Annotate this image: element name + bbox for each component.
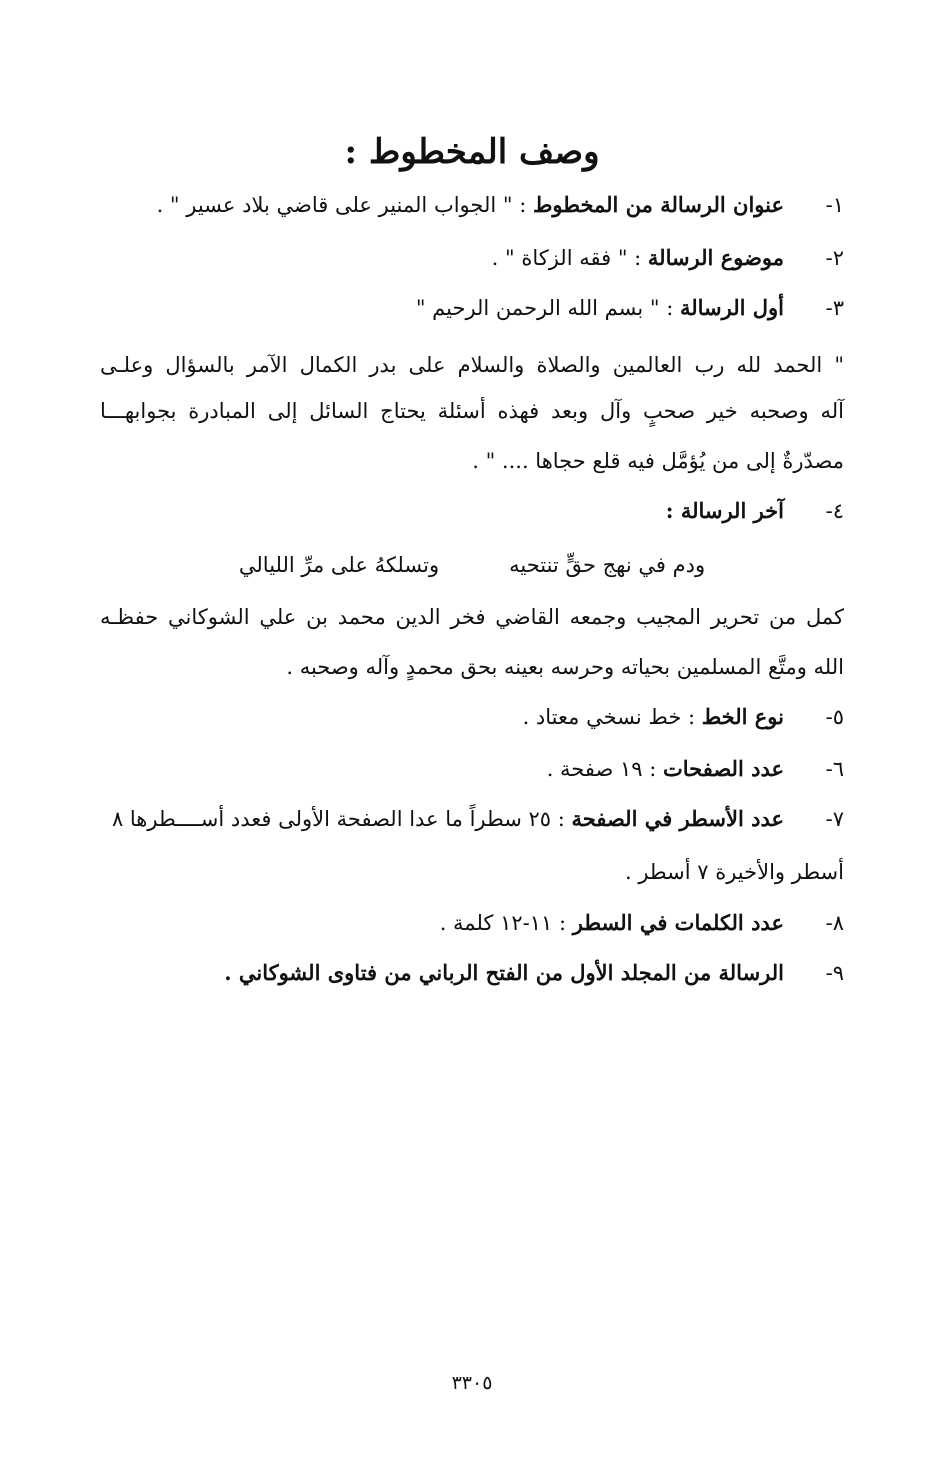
closing-text-line-2: الله ومتَّع المسلمين بحياته وحرسه بعينه بحق محمدٍ وآله وصحبه . bbox=[286, 655, 844, 679]
opening-text-line-3: مصدّرةٌ إلى من يُؤمَّل فيه قلع حجاها .... " . bbox=[472, 449, 844, 473]
list-item-script-type bbox=[100, 702, 844, 732]
item-text: : ١٩ صفحة . bbox=[546, 757, 663, 781]
item-text: : " بسم الله الرحمن الرحيم " bbox=[415, 296, 680, 320]
item-label: نوع الخط bbox=[701, 704, 784, 729]
item-label: الرسالة من المجلد الأول من الفتح الرباني من فتاوى الشوكاني . bbox=[224, 960, 784, 985]
list-item-title-of-treatise bbox=[100, 190, 844, 220]
list-item-beginning bbox=[100, 293, 844, 323]
item-number: ٥- bbox=[825, 705, 844, 729]
item-label: عنوان الرسالة من المخطوط bbox=[532, 192, 784, 217]
item-number: ٢- bbox=[825, 246, 844, 270]
item-number: ٣- bbox=[825, 296, 844, 320]
lines-per-page-continuation: أسطر والأخيرة ٧ أسطر . bbox=[624, 860, 844, 884]
item-label: آخر الرسالة : bbox=[665, 498, 784, 523]
item-text: : خط نسخي معتاد . bbox=[522, 705, 702, 729]
verse-first-hemistich: ودم في نهج حقٍّ تنتحيه bbox=[509, 553, 706, 577]
item-text: : ٢٥ سطراً ما عدا الصفحة الأولى فعدد أســــطرها ٨ bbox=[111, 807, 572, 831]
item-text: : " فقه الزكاة " . bbox=[491, 246, 648, 270]
item-label: عدد الصفحات bbox=[662, 756, 784, 781]
page-title: وصف المخطوط : bbox=[344, 132, 600, 172]
item-label: عدد الكلمات في السطر bbox=[572, 910, 784, 935]
item-number: ٧- bbox=[825, 807, 844, 831]
opening-text-line-2: آله وصحبه خير صحبٍ وآل وبعد فهذه أسئلة يحتاج السائل إلى المبادرة بجوابهـــا bbox=[100, 399, 844, 423]
list-item-ending bbox=[100, 496, 844, 526]
item-label: أول الرسالة bbox=[679, 295, 784, 320]
list-item-words-per-line bbox=[100, 908, 844, 938]
list-item-page-count bbox=[100, 754, 844, 784]
page-number: ٣٣٠٥ bbox=[451, 1372, 493, 1394]
verse-second-hemistich: وتسلكهُ على مرِّ الليالي bbox=[238, 553, 440, 577]
item-text: : " الجواب المنير على قاضي بلاد عسير " . bbox=[156, 193, 533, 217]
item-label: موضوع الرسالة bbox=[647, 245, 784, 270]
poem-verse bbox=[0, 550, 944, 580]
list-item-source-volume bbox=[100, 958, 844, 988]
item-number: ٨- bbox=[825, 911, 844, 935]
list-item-lines-per-page bbox=[100, 804, 844, 834]
item-number: ٦- bbox=[825, 757, 844, 781]
item-number: ١- bbox=[825, 193, 844, 217]
closing-text-line-1: كمل من تحرير المجيب وجمعه القاضي فخر الدين محمد بن علي الشوكاني حفظـه bbox=[100, 605, 844, 629]
item-label: عدد الأسطر في الصفحة bbox=[571, 806, 784, 831]
list-item-subject bbox=[100, 243, 844, 273]
item-text: : ١١-١٢ كلمة . bbox=[439, 911, 573, 935]
item-number: ٩- bbox=[825, 961, 844, 985]
item-number: ٤- bbox=[825, 499, 844, 523]
opening-text-line-1: " الحمد لله رب العالمين والصلاة والسلام على بدر الكمال الآمر بالسؤال وعلـى bbox=[100, 353, 844, 377]
